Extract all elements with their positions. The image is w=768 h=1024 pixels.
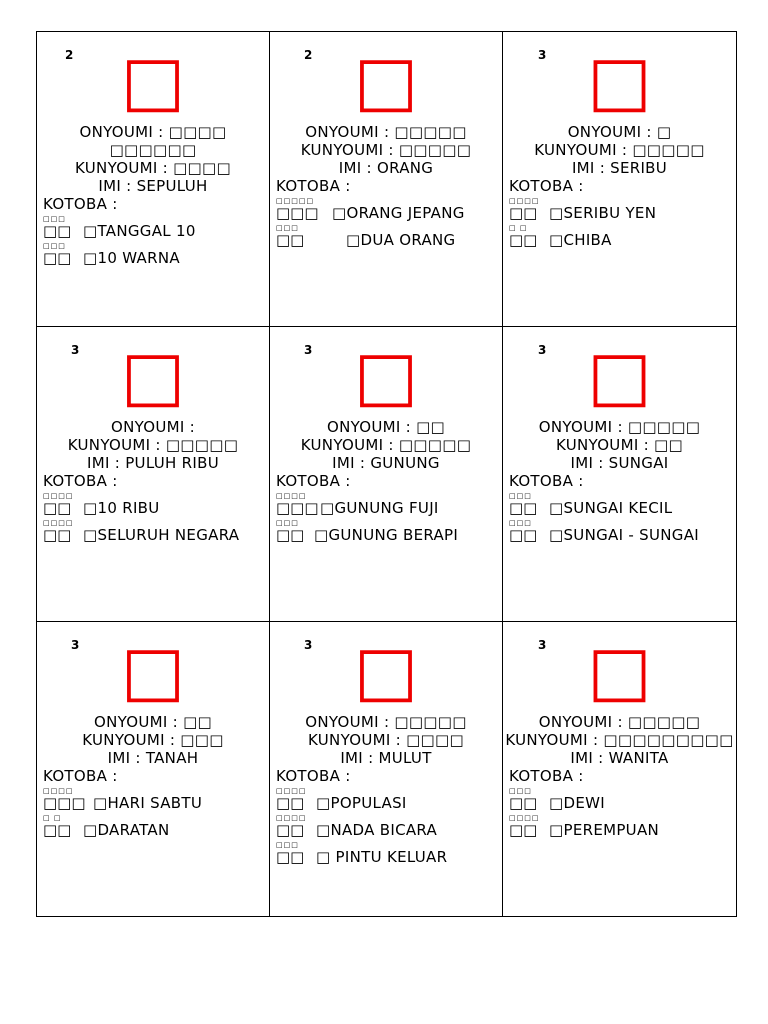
vocabulary-item <box>43 240 267 267</box>
vocabulary-list <box>509 195 734 249</box>
kanji-character: □ <box>587 337 652 416</box>
vocabulary-kanji: □□ <box>509 231 538 249</box>
furigana: □□□ <box>43 242 66 250</box>
vocabulary-meaning: □DARATAN <box>83 821 170 839</box>
kotoba-label: KOTOBA : <box>43 767 118 785</box>
vocabulary-item <box>276 785 500 812</box>
kotoba-label: KOTOBA : <box>276 767 351 785</box>
stroke-count: 3 <box>538 48 547 62</box>
stroke-count: 3 <box>538 343 547 357</box>
furigana: □□□ <box>509 519 532 527</box>
kanji-card <box>502 326 737 622</box>
kanji-character: □ <box>353 42 419 121</box>
kotoba-label: KOTOBA : <box>276 177 351 195</box>
info-line: IMI : ORANG <box>338 159 434 177</box>
vocabulary-kanji: □□ <box>276 821 305 839</box>
furigana: □ □ <box>509 224 528 232</box>
furigana: □□□ <box>43 215 66 223</box>
vocabulary-meaning: □CHIBA <box>549 231 612 249</box>
kanji-card <box>502 31 737 327</box>
stroke-count: 2 <box>304 48 313 62</box>
stroke-count: 3 <box>71 638 80 652</box>
furigana: □□□□□ <box>276 197 315 205</box>
vocabulary-item <box>276 839 500 866</box>
vocabulary-meaning: □SERIBU YEN <box>549 204 657 222</box>
info-line: ONYOUMI : □□□□□ <box>305 713 467 731</box>
stroke-count: 2 <box>65 48 74 62</box>
info-line: □□□□□□ <box>109 141 197 159</box>
info-line: KUNYOUMI : □□□□ <box>308 731 464 749</box>
kanji-character: □ <box>120 42 186 121</box>
reading-info <box>37 123 269 195</box>
kanji-character: □ <box>120 632 186 711</box>
vocabulary-item <box>509 490 734 517</box>
reading-info <box>37 713 269 767</box>
furigana: □□□□ <box>276 787 307 795</box>
vocabulary-item <box>276 195 500 222</box>
vocabulary-kanji: □□ <box>43 499 72 517</box>
vocabulary-meaning: □SUNGAI KECIL <box>549 499 673 517</box>
vocabulary-item <box>509 785 734 812</box>
vocabulary-list <box>43 213 267 267</box>
reading-info <box>503 123 736 177</box>
kanji-card <box>36 31 270 327</box>
vocabulary-kanji: □□ <box>509 204 538 222</box>
furigana: □□□ <box>509 787 532 795</box>
vocabulary-kanji: □□ <box>509 499 538 517</box>
vocabulary-item <box>43 785 267 812</box>
vocabulary-item <box>276 490 500 517</box>
vocabulary-list <box>509 785 734 839</box>
furigana: □□□□ <box>43 519 74 527</box>
vocabulary-item <box>509 195 734 222</box>
vocabulary-meaning: □SELURUH NEGARA <box>83 526 240 544</box>
furigana: □□□□ <box>43 492 74 500</box>
info-line: IMI : GUNUNG <box>332 454 440 472</box>
vocabulary-kanji: □□ <box>276 794 305 812</box>
vocabulary-list <box>276 195 500 249</box>
vocabulary-item <box>43 213 267 240</box>
vocabulary-list <box>43 785 267 839</box>
info-line: KUNYOUMI : □□□□□ <box>534 141 705 159</box>
kotoba-label: KOTOBA : <box>43 472 118 490</box>
stroke-count: 3 <box>304 638 313 652</box>
vocabulary-item <box>509 812 734 839</box>
vocabulary-kanji: □□ <box>276 848 305 866</box>
vocabulary-item <box>509 222 734 249</box>
info-line: IMI : TANAH <box>107 749 199 767</box>
kotoba-label: KOTOBA : <box>276 472 351 490</box>
reading-info <box>270 418 502 472</box>
vocabulary-meaning: □GUNUNG BERAPI <box>314 526 459 544</box>
vocabulary-kanji: □□□ <box>43 794 86 812</box>
kanji-character: □ <box>587 632 652 711</box>
info-line: KUNYOUMI : □□□ <box>82 731 224 749</box>
vocabulary-list <box>276 490 500 544</box>
kanji-character: □ <box>120 337 186 416</box>
info-line: KUNYOUMI : □□□□□ <box>300 436 472 454</box>
kotoba-label: KOTOBA : <box>43 195 118 213</box>
vocabulary-meaning: □NADA BICARA <box>316 821 438 839</box>
info-line: KUNYOUMI : □□□□□ <box>300 141 472 159</box>
info-line: KUNYOUMI : □□□□□□□□□ <box>505 731 734 749</box>
info-line: KUNYOUMI : □□□□□ <box>67 436 239 454</box>
reading-info <box>503 418 736 472</box>
vocabulary-kanji: □□□ <box>276 204 319 222</box>
furigana: □ □ <box>43 814 62 822</box>
kanji-character: □ <box>353 337 419 416</box>
vocabulary-item <box>276 222 500 249</box>
vocabulary-kanji: □□□ <box>276 499 319 517</box>
vocabulary-meaning: □HARI SABTU <box>93 794 203 812</box>
vocabulary-item <box>509 517 734 544</box>
vocabulary-list <box>276 785 500 866</box>
furigana: □□□ <box>276 519 299 527</box>
vocabulary-kanji: □□ <box>509 794 538 812</box>
vocabulary-item <box>276 517 500 544</box>
vocabulary-kanji: □□ <box>276 526 305 544</box>
stroke-count: 3 <box>538 638 547 652</box>
reading-info <box>37 418 269 472</box>
kanji-card <box>269 31 503 327</box>
vocabulary-item <box>43 517 267 544</box>
vocabulary-kanji: □□ <box>43 249 72 267</box>
vocabulary-meaning: □10 WARNA <box>83 249 180 267</box>
stroke-count: 3 <box>71 343 80 357</box>
info-line: IMI : SEPULUH <box>98 177 208 195</box>
info-line: ONYOUMI : <box>110 418 196 436</box>
vocabulary-meaning: □ORANG JEPANG <box>332 204 465 222</box>
info-line: ONYOUMI : □ <box>567 123 672 141</box>
kotoba-label: KOTOBA : <box>509 767 584 785</box>
furigana: □□□□ <box>509 197 540 205</box>
vocabulary-meaning: □SUNGAI - SUNGAI <box>549 526 699 544</box>
vocabulary-meaning: □10 RIBU <box>83 499 160 517</box>
vocabulary-list <box>43 490 267 544</box>
vocabulary-list <box>509 490 734 544</box>
furigana: □□□□ <box>276 814 307 822</box>
kanji-card <box>36 326 270 622</box>
info-line: KUNYOUMI : □□ <box>556 436 683 454</box>
vocabulary-meaning: □PEREMPUAN <box>549 821 660 839</box>
info-line: IMI : SERIBU <box>571 159 668 177</box>
furigana: □□□ <box>509 492 532 500</box>
stroke-count: 3 <box>304 343 313 357</box>
info-line: ONYOUMI : □□ <box>93 713 213 731</box>
info-line: ONYOUMI : □□□□□ <box>538 713 701 731</box>
kotoba-label: KOTOBA : <box>509 472 584 490</box>
vocabulary-item <box>43 490 267 517</box>
vocabulary-kanji: □□ <box>509 821 538 839</box>
furigana: □□□ <box>276 841 299 849</box>
info-line: ONYOUMI : □□□□ <box>79 123 227 141</box>
furigana: □□□□ <box>43 787 74 795</box>
vocabulary-item <box>276 812 500 839</box>
info-line: ONYOUMI : □□□□□ <box>305 123 467 141</box>
info-line: IMI : MULUT <box>340 749 432 767</box>
reading-info <box>270 123 502 177</box>
vocabulary-item <box>43 812 267 839</box>
vocabulary-kanji: □□ <box>43 526 72 544</box>
vocabulary-meaning: □POPULASI <box>316 794 407 812</box>
kanji-card <box>36 621 270 917</box>
kotoba-label: KOTOBA : <box>509 177 584 195</box>
reading-info <box>270 713 502 767</box>
info-line: ONYOUMI : □□ <box>326 418 446 436</box>
kanji-card <box>269 326 503 622</box>
info-line: IMI : SUNGAI <box>570 454 669 472</box>
info-line: IMI : PULUH RIBU <box>87 454 219 472</box>
vocabulary-kanji: □□ <box>509 526 538 544</box>
info-line: IMI : WANITA <box>570 749 669 767</box>
info-line: KUNYOUMI : □□□□ <box>75 159 231 177</box>
kanji-character: □ <box>587 42 652 121</box>
kanji-character: □ <box>353 632 419 711</box>
vocabulary-meaning: □ PINTU KELUAR <box>316 848 448 866</box>
furigana: □□□ <box>276 224 299 232</box>
vocabulary-meaning: □GUNUNG FUJI <box>320 499 439 517</box>
vocabulary-meaning: □DEWI <box>549 794 605 812</box>
kanji-card-grid <box>36 31 736 916</box>
vocabulary-meaning: □DUA ORANG <box>346 231 456 249</box>
kanji-card <box>502 621 737 917</box>
furigana: □□□□ <box>276 492 307 500</box>
vocabulary-kanji: □□ <box>43 222 72 240</box>
vocabulary-kanji: □□ <box>43 821 72 839</box>
reading-info <box>503 713 736 767</box>
kanji-card <box>269 621 503 917</box>
vocabulary-meaning: □TANGGAL 10 <box>83 222 196 240</box>
vocabulary-kanji: □□ <box>276 231 305 249</box>
info-line: ONYOUMI : □□□□□ <box>538 418 701 436</box>
furigana: □□□□ <box>509 814 540 822</box>
